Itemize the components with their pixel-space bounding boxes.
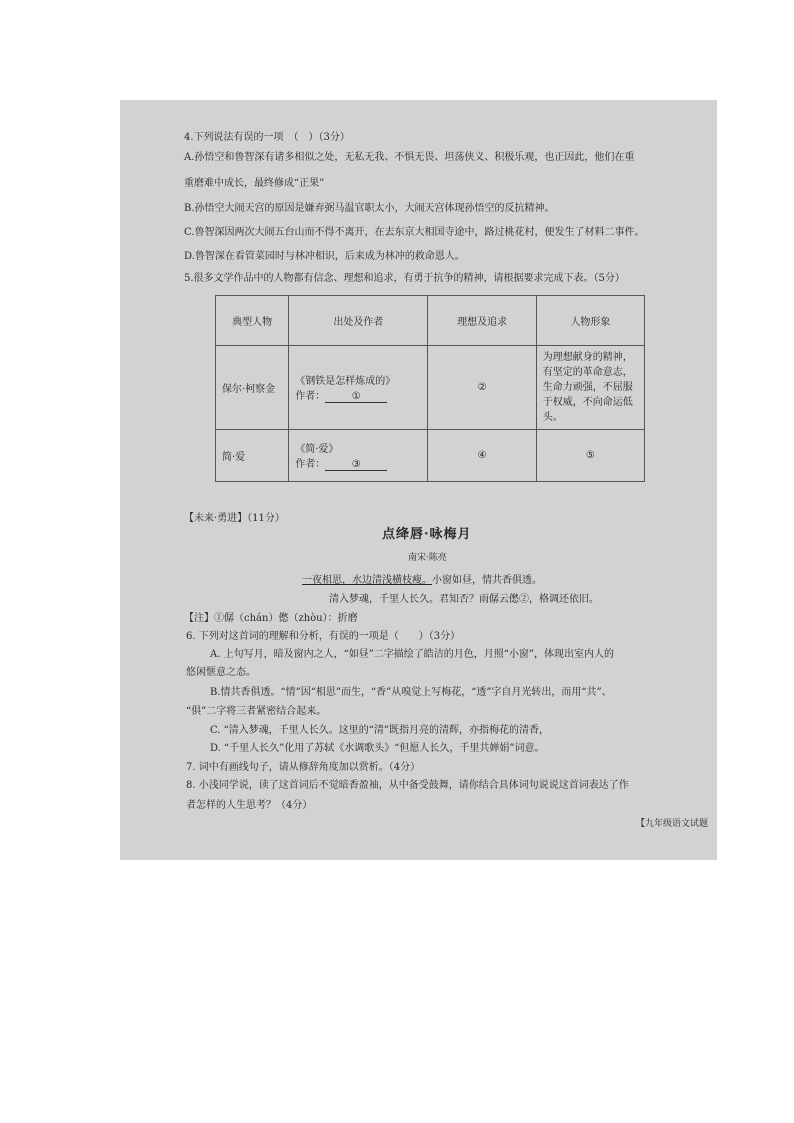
header-cell: 典型人物: [216, 296, 289, 346]
source-cell: [289, 346, 428, 430]
q4-option-a-line2: 重磨难中成长，最终修成“正果”: [184, 178, 325, 189]
q6-option-c: C. “清入梦魂，千里人长久。这里的“清”既指月亮的清辉，亦指梅花的清香，: [210, 725, 549, 736]
q4-option-d: D.鲁智深在看管菜园时与林冲相识，后来成为林冲的救命恩人。: [184, 251, 465, 262]
scanned-photo: [120, 100, 717, 860]
q6-option-a-line2: 悠闲惬意之态。: [186, 667, 256, 678]
answer-blank: ①: [325, 391, 387, 403]
q4-option-c: C.鲁智深因两次大闹五台山而不得不离开，在去东京大相国寺途中，路过桃花村，便发生了材料二事件。: [184, 227, 645, 238]
q6-option-a-line1: A. 上句写月，暗及窗内之人，“如昼”二字描绘了皓洁的月色，月照“小窗”，体现出室内人的: [210, 649, 615, 660]
ideal-cell: ②: [428, 346, 536, 430]
book-title: 《钢铁是怎样炼成的》: [295, 376, 396, 387]
section-heading: 【未来·勇进】（11分）: [184, 513, 285, 524]
poem-line-1: 一夜相思，水边清浅横枝瘦。小窗如昼，情共香俱透。: [302, 575, 542, 586]
q4-option-a-line1: A.孙悟空和鲁智深有诸多相似之处，无私无我、不惧无畏、坦荡侠义、积极乐观，也正因此，他们在重: [184, 152, 635, 163]
poem-note: 【注】①僝（chán）僽（zhòu）：折磨: [184, 613, 358, 624]
q8-line2: 者怎样的人生思考？（4分）: [186, 800, 313, 811]
poem-title: 点绛唇·咏梅月: [382, 527, 472, 542]
q4-stem: 4.下列说法有误的一项 （ ）（3分）: [184, 132, 350, 143]
book-title: 《简·爱》: [295, 444, 339, 455]
table-header-row: [216, 296, 645, 346]
q8-line1: 8. 小浅同学说，读了这首词后不觉暗香盈袖，从中备受鼓舞，请你结合具体词句说说这首词表达了作: [186, 780, 629, 791]
q7-stem: 7. 词中有画线句子，请从修辞角度加以赏析。（4分）: [186, 762, 421, 773]
answer-blank: ③: [325, 459, 387, 471]
underlined-line: 一夜相思，水边清浅横枝瘦。: [302, 575, 432, 586]
header-cell: 人物形象: [536, 296, 644, 346]
image-cell: 为理想献身的精神，有坚定的革命意志，生命力顽强，不屈服于权威，不向命运低头。: [536, 346, 644, 430]
table-row: [216, 346, 645, 430]
ideal-cell: ④: [428, 430, 536, 482]
q6-option-d: D. “千里人长久”化用了苏轼《水调歌头》“但愿人长久，千里共婵娟”词意。: [210, 743, 545, 754]
character-name: 保尔·柯察金: [216, 346, 289, 430]
poem-line-2: 清入梦魂，千里人长久。君知否？雨僝云僽②，格调还依旧。: [329, 594, 599, 605]
author-label: 作者：: [295, 391, 326, 402]
source-cell: [289, 430, 428, 482]
q6-option-b-line2: “俱”二字将三者紧密结合起来。: [186, 706, 327, 717]
author-label: 作者：: [295, 459, 326, 470]
character-name: 简·爱: [216, 430, 289, 482]
header-cell: 出处及作者: [289, 296, 428, 346]
header-cell: 理想及追求: [428, 296, 536, 346]
q4-option-b: B.孙悟空大闹天宫的原因是嫌弃弼马温官职太小，大闹天宫体现孙悟空的反抗精神。: [184, 203, 555, 214]
q6-stem: 6. 下列对这首词的理解和分析，有误的一项是（ ）（3分）: [186, 631, 461, 642]
table-row: [216, 430, 645, 482]
image-cell: ⑤: [536, 430, 644, 482]
poem-author: 南宋·陈亮: [408, 553, 447, 563]
page-footer: 【九年级语文试题: [636, 819, 709, 829]
q5-table: [215, 295, 645, 482]
q5-stem: 5.很多文学作品中的人物都有信念、理想和追求，有勇于抗争的精神，请根据要求完成下表。（5分）: [184, 273, 625, 284]
q6-option-b-line1: B.情共香俱透。“情”因“相思”而生，“香”从嗅觉上写梅花，“透”字自月光转出，而用“共”、: [210, 687, 612, 698]
